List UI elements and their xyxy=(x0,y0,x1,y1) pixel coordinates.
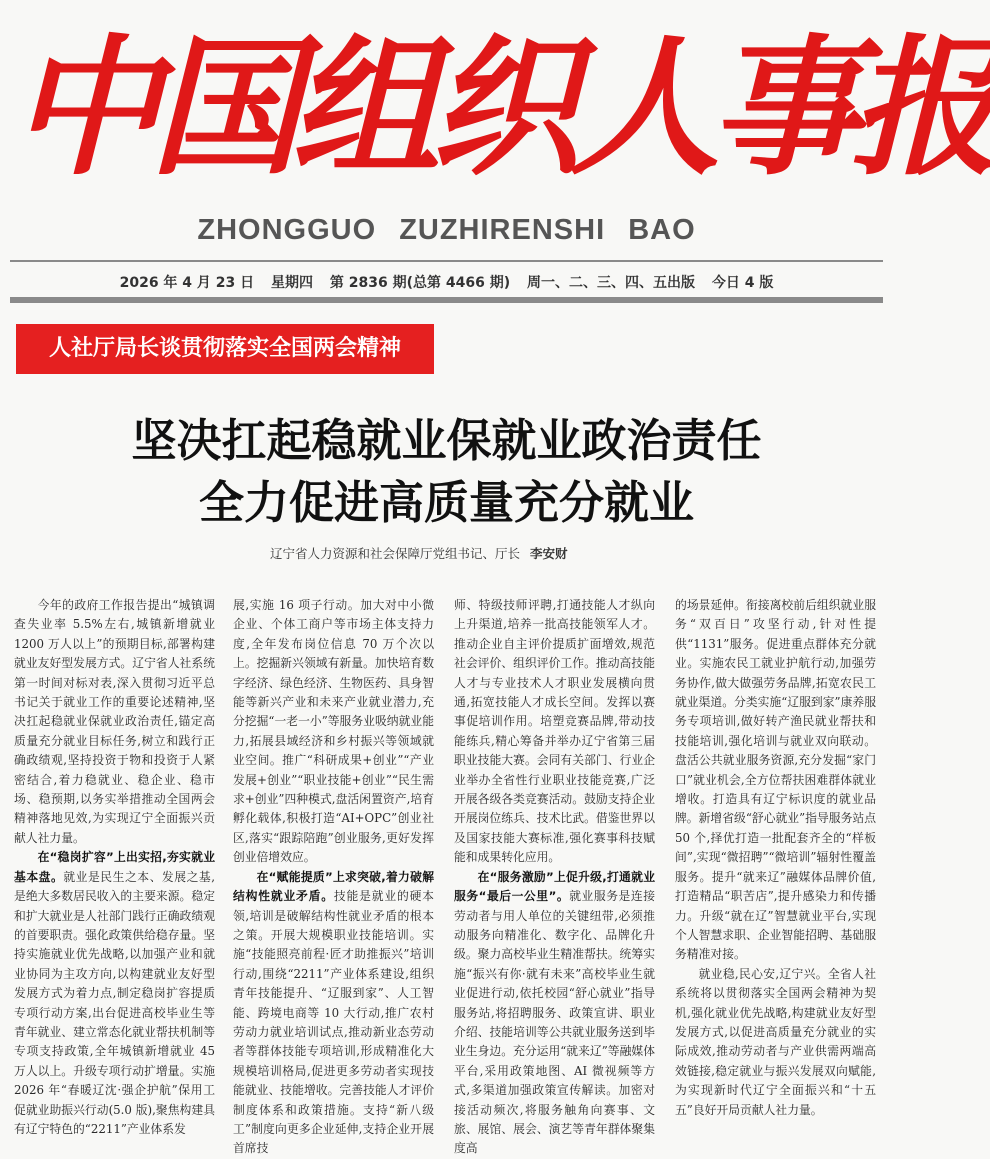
newspaper-masthead: 中国组织人事报 xyxy=(10,20,990,196)
paragraph: 在“稳岗扩容”上出实招,夯实就业基本盘。就业是民生之本、发展之基,是绝大多数居民收入的主要来源。稳定和扩大就业是人社部门践行正确政绩观的首要职责。强化政策供给稳存量。坚持实施就业优先战略,以加强产业和就业协同为主攻方向,以构建就业友好型发展方式为着力点,制定稳岗扩容提质专项行动方案,出台促进高校毕业生等青年就业、建立常态化就业帮扶机制等专项支持政策,全年城镇新增就业 45 万人以上。升级专项行动扩增量。实施 2026 年“春暖辽沈·强企护航”保用工促就业助振兴行动(5.0 版),聚焦构建具有辽宁特色的“2211”产业体系发 xyxy=(14,850,215,1136)
publishing-schedule: 周一、二、三、四、五出版 xyxy=(527,275,696,291)
article-column-3 xyxy=(454,596,655,1156)
dateline xyxy=(10,272,883,292)
section-lead: 在“服务激励”上促升级,打通就业服务“最后一公里”。 xyxy=(454,869,655,904)
section-lead: 在“赋能提质”上求突破,着力破解结构性就业矛盾。 xyxy=(233,869,434,904)
author-role: 辽宁省人力资源和社会保障厅党组书记、厅长 xyxy=(270,546,521,561)
article-column-4 xyxy=(675,596,876,1117)
article-column-1 xyxy=(14,596,215,1136)
issue-number: 第 2836 期(总第 4466 期) xyxy=(329,275,511,291)
section-kicker: 人社厅局长谈贯彻落实全国两会精神 xyxy=(16,324,434,374)
paragraph: 展,实施 16 项子行动。加大对中小微企业、个体工商户等市场主体支持力度,全年发布岗位信息 70 万个次以上。挖掘新兴领域有新量。加快培育数字经济、绿色经济、生物医药、具身智能等新兴产业和未来产业就业潜力,充分挖掘“一老一小”等服务业吸纳就业能力,拓展县域经济和乡村振兴等领域就业空间。推广“科研成果+创业”“产业发展+创业”“职业技能+创业”“民生需求+创业”四种模式,盘活闲置资产,培育孵化载体,积极打造“AI+OPC”创业社区,落实“跟踪陪跑”创业服务,更好发挥创业倍增效应。 xyxy=(233,598,434,865)
section-lead: 在“稳岗扩容”上出实招,夯实就业基本盘。 xyxy=(14,850,215,884)
issue-date: 2026 年 4 月 23 日 xyxy=(119,275,255,291)
page-count: 今日 4 版 xyxy=(711,275,774,291)
headline-line-2: 全力促进高质量充分就业 xyxy=(198,476,694,529)
paragraph: 今年的政府工作报告提出“城镇调查失业率 5.5%左右,城镇新增就业 1200 万人以上”的预期目标,部署构建就业友好型发展方式。辽宁省人社系统第一时间对标对表,深入贯彻习近平总书记关于就业工作的重要论述精神,坚决扛起稳就业保就业政治责任,锚定高质量充分就业目标任务,树立和践行正确政绩观,坚持投资于物和投资于人紧密结合,着力稳就业、稳企业、稳市场、稳预期,以务实举措推动全国两会精神落地见效,为实现辽宁全面振兴贡献人社力量。 xyxy=(14,598,215,845)
paragraph: 师、特级技师评聘,打通技能人才纵向上升渠道,培养一批高技能领军人才。推动企业自主评价提质扩面增效,规范社会评价、组织评价工作。推动高技能人才与专业技术人才职业发展横向贯通,拓宽技能人才成长空间。发挥以赛事促培训作用。培塑竞赛品牌,带动技能练兵,精心筹备并举办辽宁省第三届职业技能大赛。会同有关部门、行业企业举办全省性行业职业技能竞赛,广泛开展各级各类竞赛活动。鼓励支持企业开展岗位练兵、技术比武。借鉴世界以及国家技能大赛标准,强化赛事科技赋能和成果转化应用。 xyxy=(454,598,655,865)
paragraph: 在“赋能提质”上求突破,着力破解结构性就业矛盾。技能是就业的硬本领,培训是破解结构性就业矛盾的根本之策。开展大规模职业技能培训。实施“技能照亮前程·匠才助推振兴”培训行动,围绕“2211”产业体系建设,组织青年技能提升、“辽服到家”、人工智能、跨境电商等 10 大行动,推广农村劳动力就业培训试点,推动新业态劳动者等群体技能专项培训,形成精准化大规模培训格局,促进更多劳动者实现技能就业、技能增收。完善技能人才评价制度体系和政策措施。支持“新八级工”制度向更多企业延伸,支持企业开展首席技 xyxy=(233,869,434,1156)
paragraph: 就业稳,民心安,辽宁兴。全省人社系统将以贯彻落实全国两会精神为契机,强化就业优先战略,构建就业友好型发展方式,以促进高质量充分就业的实际成效,推动劳动者与产业供需两端高效链接,稳定就业与振兴发展双向赋能,为实现新时代辽宁全面振兴和“十五五”良好开局贡献人社力量。 xyxy=(675,966,876,1117)
headline-line-1: 坚决扛起稳就业保就业政治责任 xyxy=(131,414,762,467)
byline xyxy=(270,544,568,562)
dateline-divider xyxy=(10,297,883,303)
masthead-pinyin: ZHONGGUO ZUZHIRENSHI BAO xyxy=(197,214,696,246)
top-divider xyxy=(10,260,883,262)
paragraph: 的场景延伸。衔接离校前后组织就业服务“双百日”攻坚行动,针对性提供“1131”服务。促进重点群体充分就业。实施农民工就业护航行动,加强劳务协作,做大做强劳务品牌,拓宽农民工就业渠道。分类实施“辽服到家”康养服务专项培训,做好转产渔民就业帮扶和技能培训,强化培训与就业双向联动。盘活公共就业服务资源,充分发掘“家门口”就业机会,全方位帮扶困难群体就业增收。打造具有辽宁标识度的就业品牌。新增省级“舒心就业”指导服务站点 50 个,择优打造一批配套齐全的“样板间”,实现“微招聘”“微培训”辐射性覆盖服务。提升“就来辽”融媒体品牌价值,打造精品“职苦店”,提升感染力和传播力。升级“就在辽”智慧就业平台,实现个人智慧求职、企业智能招聘、基础服务精准对接。 xyxy=(675,598,876,962)
paragraph: 在“服务激励”上促升级,打通就业服务“最后一公里”。就业服务是连接劳动者与用人单位的关键纽带,必须推动服务向精准化、数字化、品牌化升级。聚力高校毕业生精准帮扶。统筹实施“振兴有你·就有未来”高校毕业生就业促进行动,依托校园“舒心就业”指导服务站,将招聘服务、政策宣讲、职业介绍、技能培训等公共就业服务送到毕业生身边。充分运用“就来辽”等融媒体平台,采用政策地图、AI 微视频等方式,多渠道加强政策宣传解读。加密对接活动频次,将服务触角向赛事、文旅、展馆、展会、演艺等青年群体聚集度高 xyxy=(454,869,655,1156)
article-column-2 xyxy=(233,596,434,1156)
author-name: 李安财 xyxy=(530,546,568,561)
issue-weekday: 星期四 xyxy=(271,275,314,291)
